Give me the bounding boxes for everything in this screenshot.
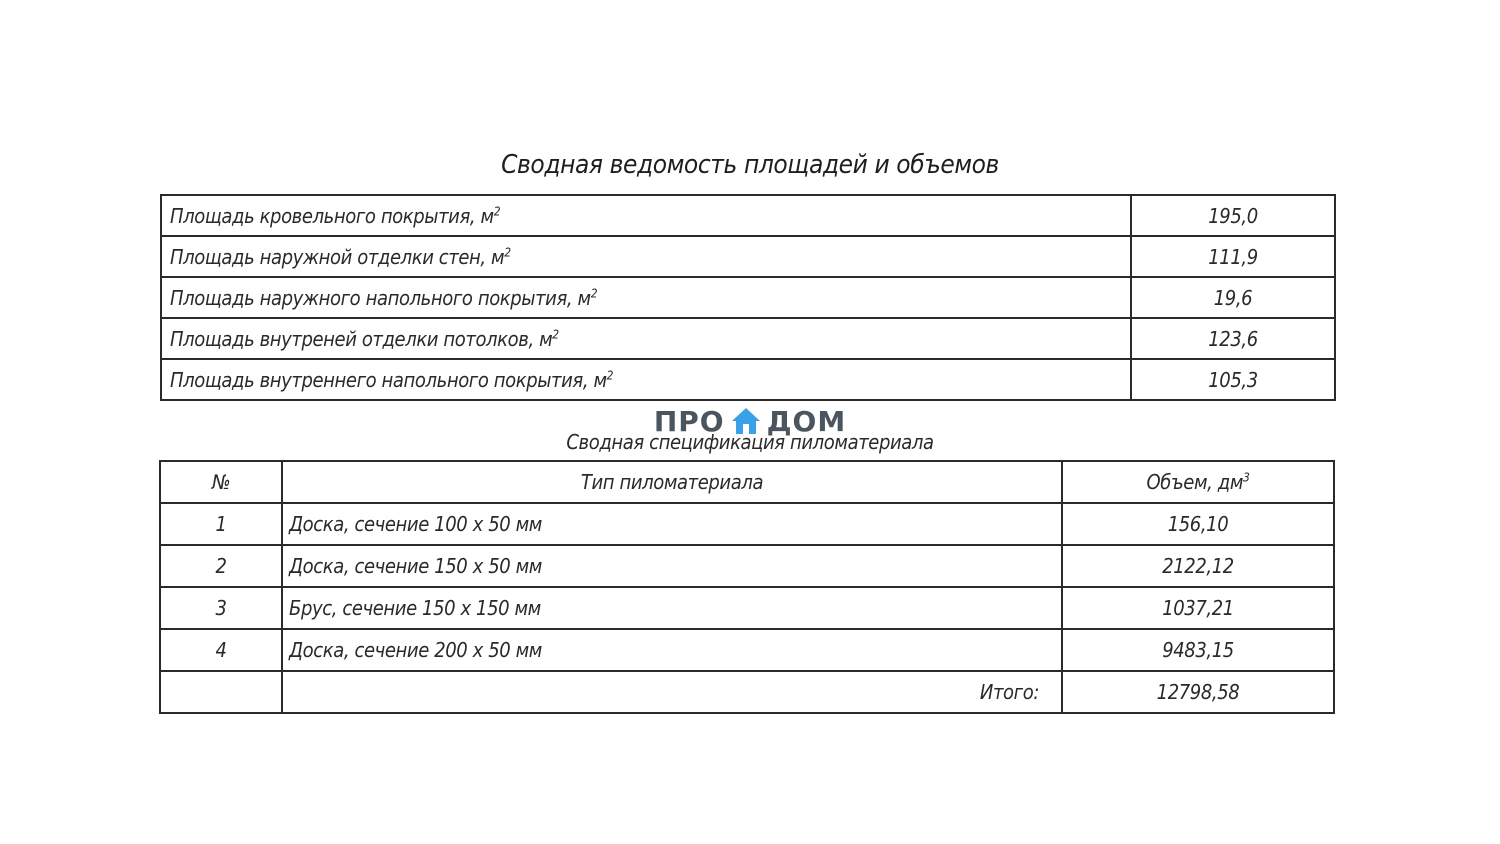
area-value: 195,0 <box>1131 195 1335 236</box>
area-value: 123,6 <box>1131 318 1335 359</box>
unit-superscript: 2 <box>590 285 598 300</box>
unit-superscript: 2 <box>504 244 511 259</box>
table-row <box>160 629 1334 671</box>
area-label-cell <box>161 195 1131 236</box>
row-num: 1 <box>160 503 282 545</box>
header-type: Тип пиломатериала <box>282 461 1062 503</box>
row-num: 4 <box>160 629 282 671</box>
row-volume: 9483,15 <box>1062 629 1334 671</box>
header-volume-cell <box>1062 461 1334 503</box>
unit-superscript: 2 <box>552 326 559 341</box>
table-row <box>161 195 1335 236</box>
area-label: Площадь наружного напольного покрытия, м <box>170 285 591 310</box>
table-row <box>161 359 1335 400</box>
unit-superscript: 2 <box>606 367 614 382</box>
total-label: Итого: <box>282 671 1062 713</box>
header-num: № <box>160 461 282 503</box>
area-summary-title: Сводная ведомость площадей и объемов <box>501 150 999 180</box>
watermark-right-text: ДОМ <box>766 404 847 438</box>
area-value: 105,3 <box>1131 359 1335 400</box>
row-type: Доска, сечение 150 х 50 мм <box>282 545 1062 587</box>
area-label-cell <box>161 359 1131 400</box>
table-row <box>160 587 1334 629</box>
row-type: Доска, сечение 100 х 50 мм <box>282 503 1062 545</box>
watermark-left-text: ПРО <box>653 404 725 438</box>
area-label: Площадь внутреней отделки потолков, м <box>170 326 553 351</box>
table-row <box>160 503 1334 545</box>
area-label: Площадь кровельного покрытия, м <box>170 203 494 228</box>
unit-superscript: 2 <box>493 203 501 218</box>
row-type: Доска, сечение 200 х 50 мм <box>282 629 1062 671</box>
table-row <box>161 318 1335 359</box>
area-value: 111,9 <box>1131 236 1335 277</box>
row-volume: 2122,12 <box>1062 545 1334 587</box>
row-volume: 156,10 <box>1062 503 1334 545</box>
area-value: 19,6 <box>1131 277 1335 318</box>
row-type: Брус, сечение 150 х 150 мм <box>282 587 1062 629</box>
row-num: 2 <box>160 545 282 587</box>
header-volume: Объем, дм <box>1146 470 1243 494</box>
table-row <box>161 277 1335 318</box>
area-label-cell <box>161 318 1131 359</box>
table-row <box>161 236 1335 277</box>
area-label-cell <box>161 277 1131 318</box>
lumber-spec-table <box>159 460 1335 714</box>
table-row <box>160 545 1334 587</box>
area-label: Площадь внутреннего напольного покрытия, м <box>170 367 607 392</box>
unit-superscript: 3 <box>1243 470 1250 485</box>
table-header-row <box>160 461 1334 503</box>
lumber-spec-title: Сводная спецификация пиломатериала <box>566 430 934 454</box>
area-label: Площадь наружной отделки стен, м <box>170 244 505 269</box>
empty-cell <box>160 671 282 713</box>
area-summary-table <box>160 194 1336 401</box>
total-value: 12798,58 <box>1062 671 1334 713</box>
row-num: 3 <box>160 587 282 629</box>
area-label-cell <box>161 236 1131 277</box>
total-row <box>160 671 1334 713</box>
row-volume: 1037,21 <box>1062 587 1334 629</box>
